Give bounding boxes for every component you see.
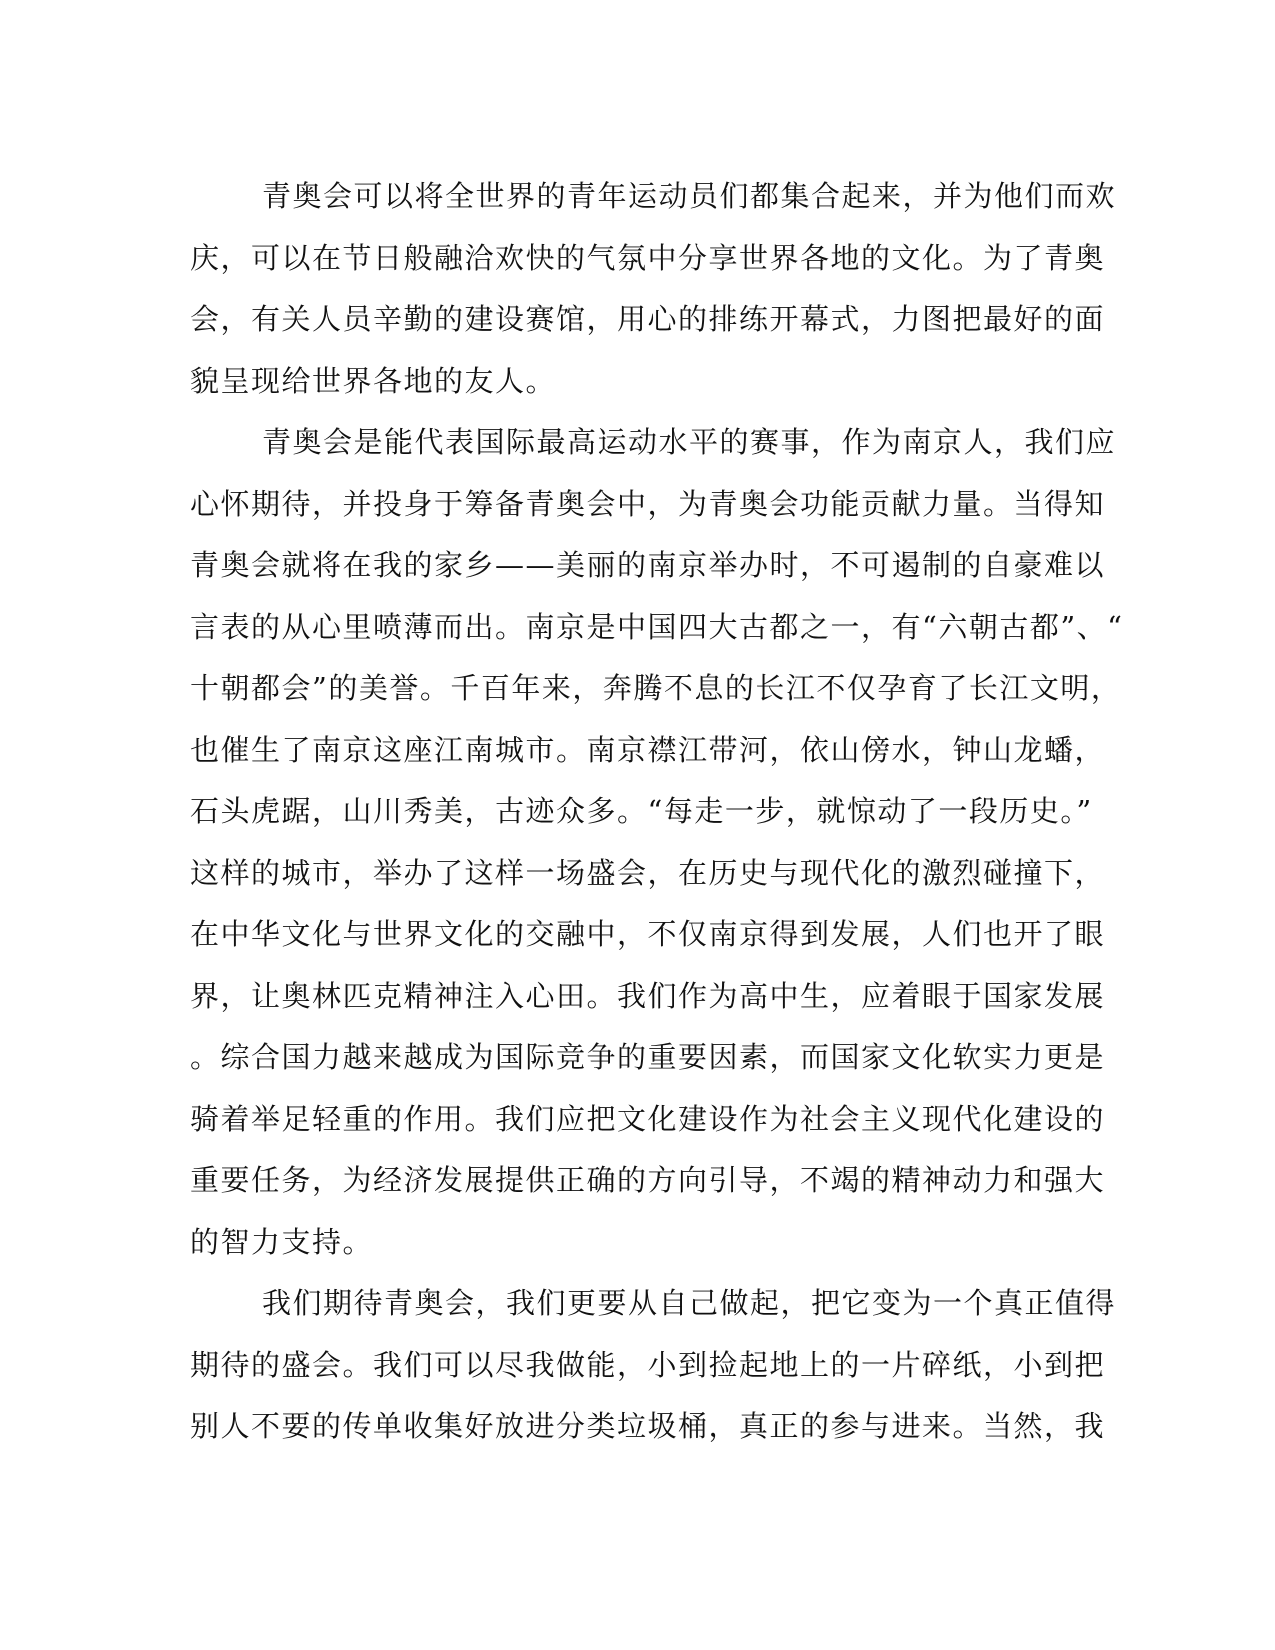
text-line: 青奥会可以将全世界的青年运动员们都集合起来，并为他们而欢: [262, 179, 1117, 213]
text-line: 十朝都会”的美誉。千百年来，奔腾不息的长江不仅孕育了长江文明，: [190, 671, 1122, 705]
text-line: 庆，可以在节日般融洽欢快的气氛中分享世界各地的文化。为了青奥: [190, 240, 1106, 275]
text-line: 心怀期待，并投身于筹备青奥会中，为青奥会功能贡献力量。当得知: [190, 486, 1106, 521]
text-line: 别人不要的传单收集好放进分类垃圾桶，真正的参与进来。当然，我: [190, 1409, 1106, 1443]
text-line: 貌呈现给世界各地的友人。: [190, 363, 557, 398]
document-body: [190, 166, 1124, 1458]
text-line: 会，有关人员辛勤的建设赛馆，用心的排练开幕式，力图把最好的面: [190, 302, 1106, 336]
text-line: 也催生了南京这座江南城市。南京襟江带河，依山傍水，钟山龙蟠，: [190, 732, 1106, 767]
text-line: 石头虎踞，山川秀美，古迹众多。“每走一步，就惊动了一段历史。”: [190, 794, 1093, 828]
text-line: 青奥会就将在我的家乡——美丽的南京举办时，不可遏制的自豪难以: [190, 548, 1106, 582]
paragraph-1: [190, 166, 1117, 412]
text-line: 重要任务，为经济发展提供正确的方向引导，不竭的精神动力和强大: [190, 1163, 1106, 1197]
text-line: 期待的盛会。我们可以尽我做能，小到捡起地上的一片碎纸，小到把: [190, 1347, 1106, 1382]
text-line: 言表的从心里喷薄而出。南京是中国四大古都之一，有“六朝古都”、“: [190, 609, 1124, 644]
text-line: 青奥会是能代表国际最高运动水平的赛事，作为南京人，我们应: [262, 425, 1117, 459]
paragraph-2: [190, 412, 1124, 1273]
text-line: 的智力支持。: [190, 1224, 374, 1259]
text-line: 骑着举足轻重的作用。我们应把文化建设作为社会主义现代化建设的: [190, 1101, 1106, 1136]
text-line: 这样的城市，举办了这样一场盛会，在历史与现代化的激烈碰撞下，: [190, 855, 1106, 890]
text-line: 。综合国力越来越成为国际竞争的重要因素，而国家文化软实力更是: [190, 1040, 1106, 1074]
text-line: 在中华文化与世界文化的交融中，不仅南京得到发展，人们也开了眼: [190, 917, 1106, 951]
paragraph-3: [190, 1273, 1117, 1458]
text-line: 我们期待青奥会，我们更要从自己做起，把它变为一个真正值得: [262, 1286, 1117, 1320]
text-line: 界，让奥林匹克精神注入心田。我们作为高中生，应着眼于国家发展: [190, 978, 1106, 1013]
